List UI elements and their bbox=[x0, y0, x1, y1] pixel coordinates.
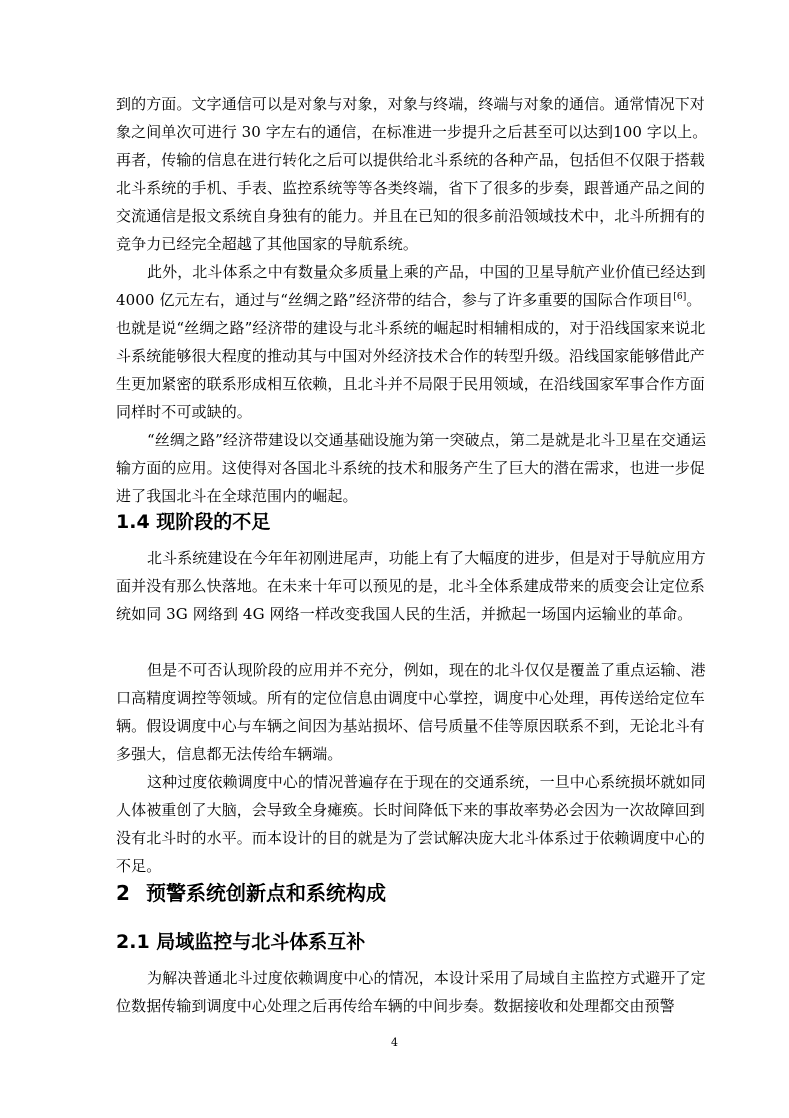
paragraph-text: 。也就是说“丝绸之路”经济带的建设与北斗系统的崛起时相辅相成的，对于沿线国家来说北斗系统能够很大程度的推动其与中国对外经济技术合作的转型升级。沿线国家能够借此产生更加紧密的联系形成相互依赖，且北斗并不局限于民用领域，在沿线国家军事合作方面同样时不可或缺的。 bbox=[116, 291, 706, 421]
chapter-title: 预警系统创新点和系统构成 bbox=[146, 881, 386, 905]
body-paragraph: 但是不可否认现阶段的应用并不充分，例如，现在的北斗仅仅是覆盖了重点运输、港口高精度调控等领域。所有的定位信息由调度中心掌控，调度中心处理，再传送给定位车辆。假设调度中心与车辆之间因为基站损坏、信号质量不佳等原因联系不到，无论北斗有多强大，信息都无法传给车辆端。 bbox=[116, 661, 706, 763]
citation-ref: [6] bbox=[673, 292, 687, 302]
body-paragraph bbox=[116, 258, 716, 426]
body-paragraph: 这种过度依赖调度中心的情况普遍存在于现在的交通系统，一旦中心系统损坏就如同人体被重创了大脑，会导致全身瘫痪。长时间降低下来的事故率势必会因为一次故障回到没有北斗时的水平。而本设计的目的就是为了尝试解决庞大北斗体系过于依赖调度中心的不足。 bbox=[116, 773, 706, 875]
section-heading: 2.1 局域监控与北斗体系互补 bbox=[116, 931, 366, 953]
section-heading: 1.4 现阶段的不足 bbox=[116, 511, 271, 533]
body-paragraph: 为解决普通北斗过度依赖调度中心的情况，本设计采用了局域自主监控方式避开了定位数据传输到调度中心处理之后再传给车辆的中间步奏。数据接收和处理都交由预警 bbox=[116, 969, 706, 1015]
body-paragraph: “丝绸之路”经济带建设以交通基础设施为第一突破点，第二是就是北斗卫星在交通运输方面的应用。这使得对各国北斗系统的技术和服务产生了巨大的潜在需求，也进一步促进了我国北斗在全球范围内的崛起。 bbox=[116, 431, 707, 505]
paragraph-text: 此外，北斗体系之中有数量众多质量上乘的产品，中国的卫星导航产业价值已经达到 4000 亿元左右，通过与“丝绸之路”经济带的结合，参与了许多重要的国际合作项目 bbox=[116, 263, 706, 309]
chapter-heading bbox=[116, 878, 386, 908]
page-number: 4 bbox=[391, 1036, 398, 1049]
chapter-number: 2 bbox=[116, 881, 130, 905]
body-paragraph: 北斗系统建设在今年年初刚进尾声，功能上有了大幅度的进步，但是对于导航应用方面并没有那么快落地。在未来十年可以预见的是，北斗全体系建成带来的质变会让定位系统如同 3G 网络到 4G 网络一样改变我国人民的生活，并掀起一场国内运输业的革命。 bbox=[116, 549, 706, 623]
body-paragraph: 到的方面。文字通信可以是对象与对象，对象与终端，终端与对象的通信。通常情况下对象之间单次可进行 30 字左右的通信，在标准进一步提升之后甚至可以达到100 字以上。再者，传输的信息在进行转化之后可以提供给北斗系统的各种产品，包括但不仅限于搭载北斗系统的手机、手表、监控系统等等各类终端，省下了很多的步奏，跟普通产品之间的交流通信是报文系统自身独有的能力。并且在已知的很多前沿领域技术中，北斗所拥有的竞争力已经完全超越了其他国家的导航系统。 bbox=[116, 95, 708, 253]
